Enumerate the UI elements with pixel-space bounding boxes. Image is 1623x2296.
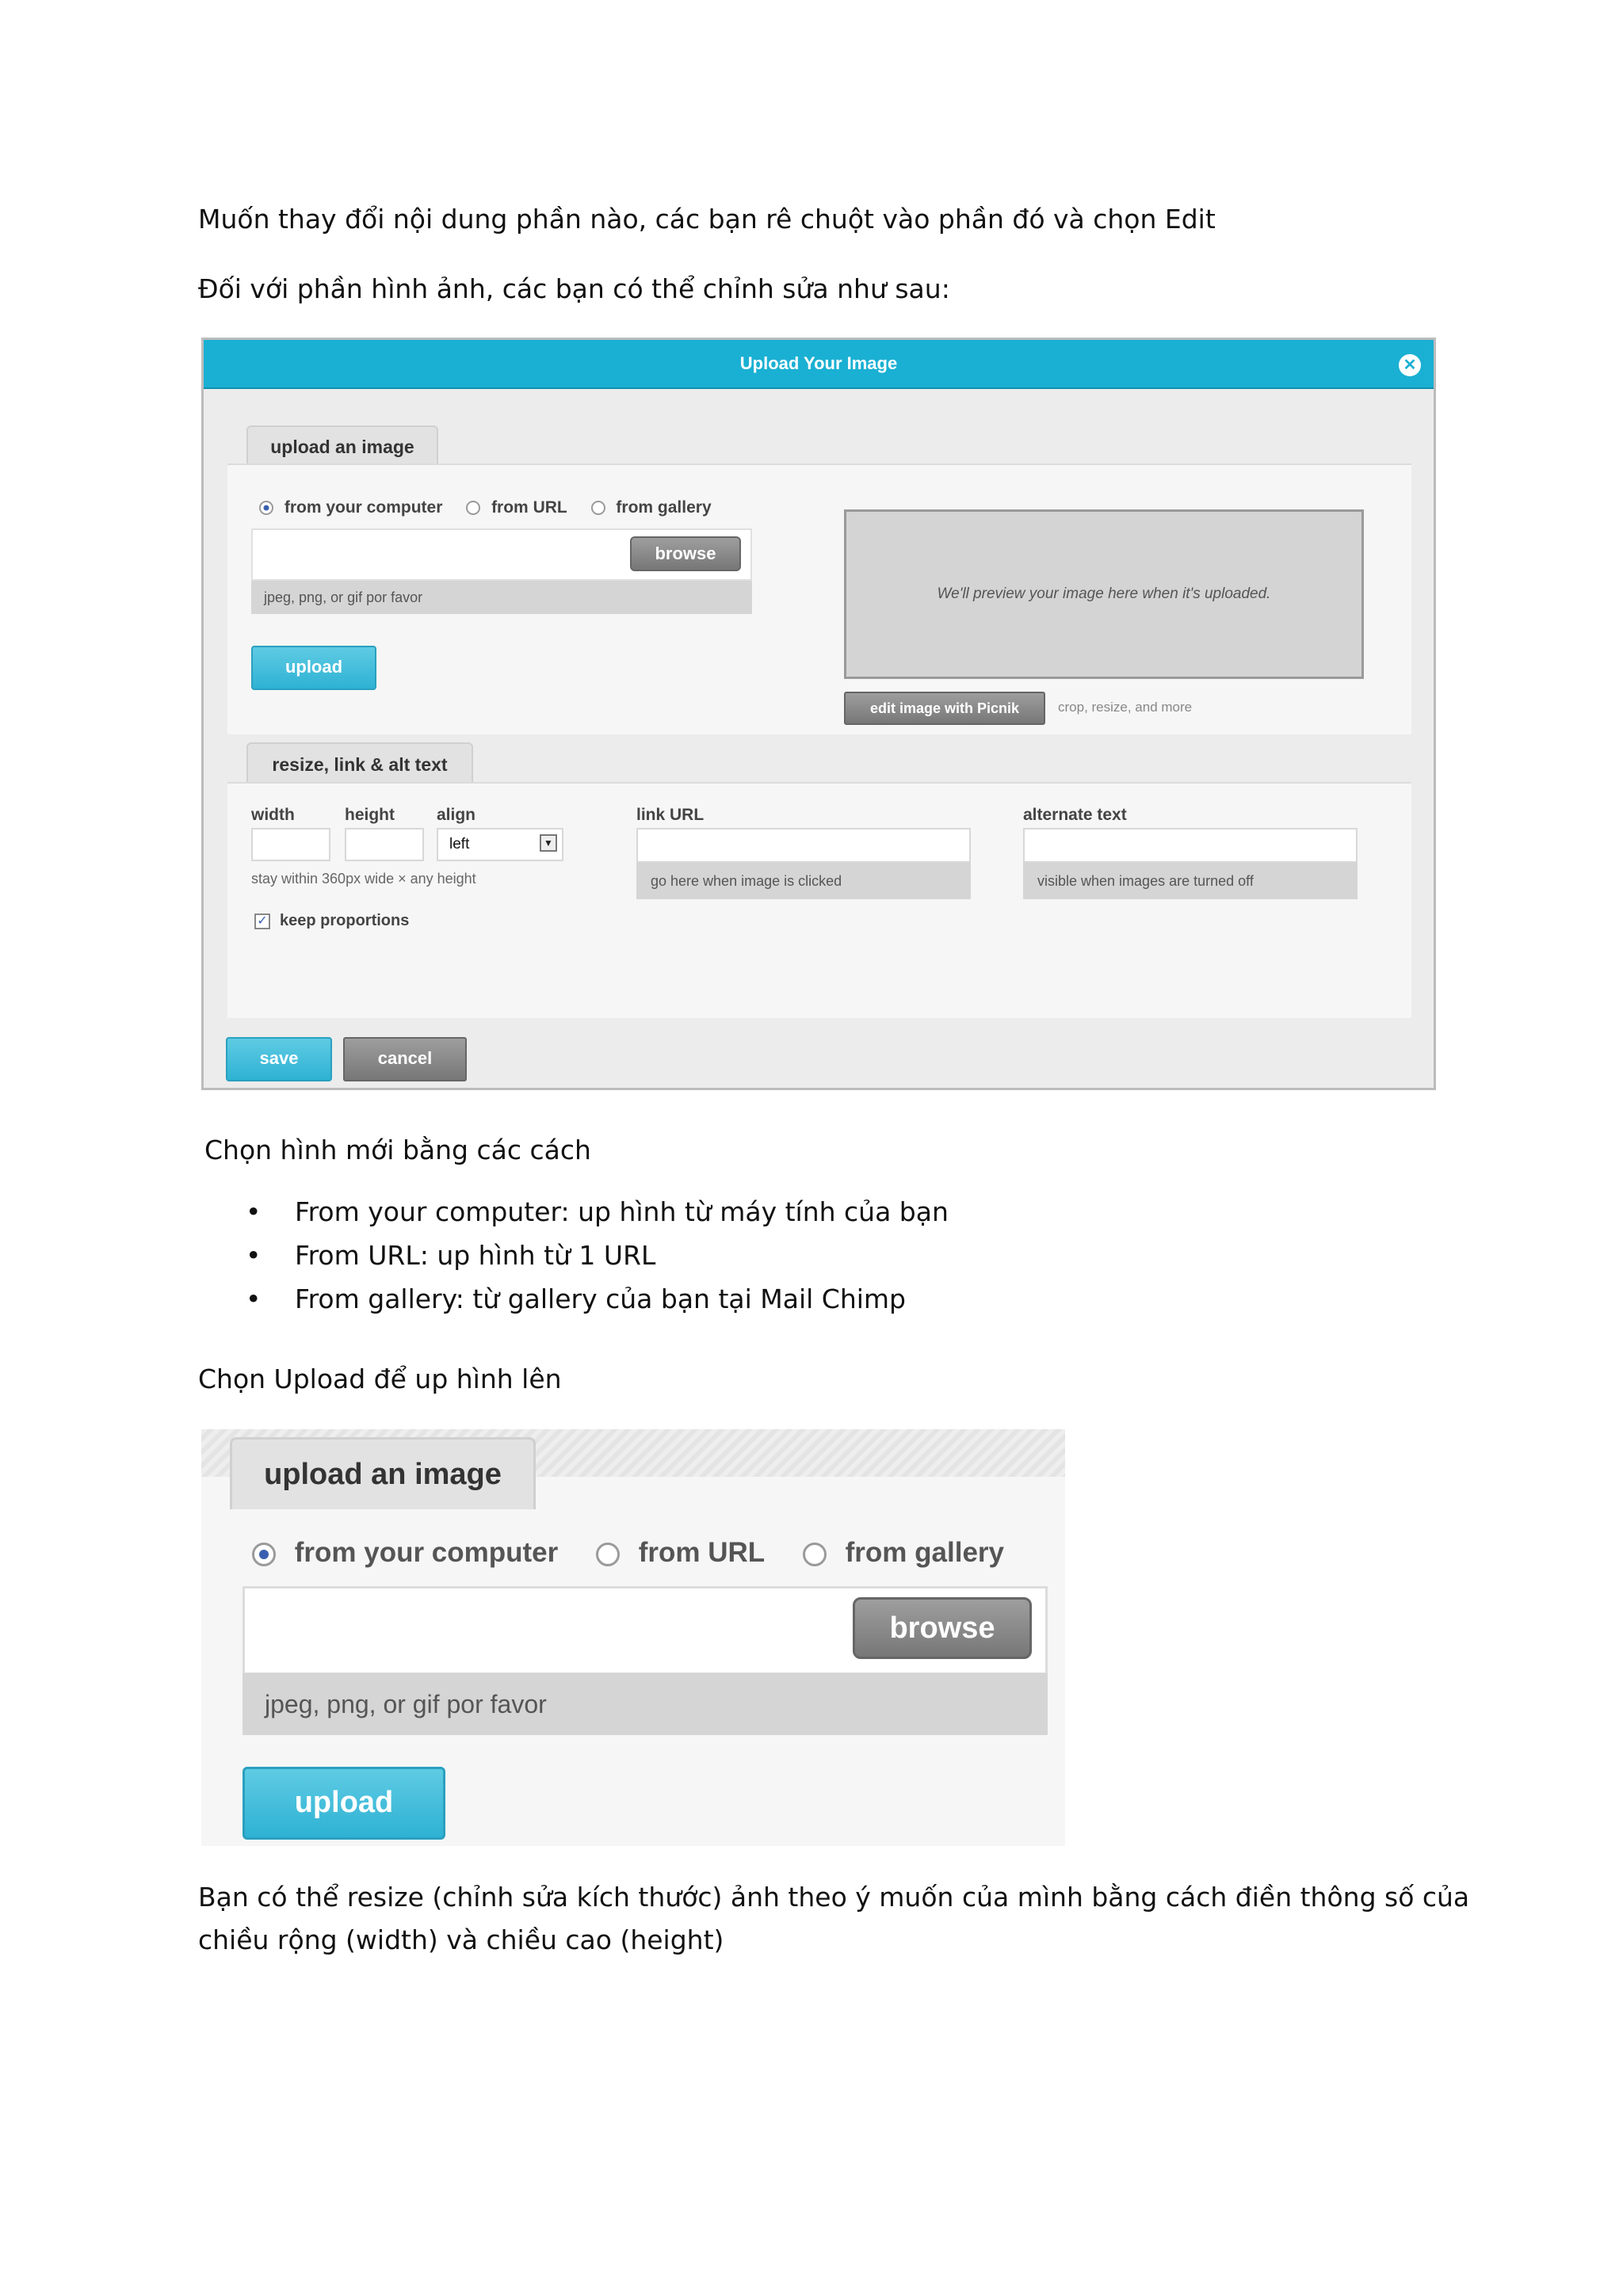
source-options-zoom <box>252 1537 1004 1569</box>
upload-zoom-screenshot <box>201 1429 1065 1846</box>
upload-panel <box>227 463 1411 734</box>
cancel-button[interactable]: cancel <box>343 1037 467 1081</box>
file-type-hint-zoom: jpeg, png, or gif por favor <box>242 1673 1048 1735</box>
edit-with-picnik-button[interactable]: edit image with Picnik <box>844 692 1045 725</box>
save-button[interactable]: save <box>226 1037 332 1081</box>
paragraph-choose-image: Chọn hình mới bằng các cách <box>204 1135 591 1165</box>
keep-proportions-checkbox[interactable]: ✓ <box>254 913 270 929</box>
paragraph-upload: Chọn Upload để up hình lên <box>198 1363 562 1394</box>
browse-button[interactable]: browse <box>630 536 741 571</box>
upload-button-zoom[interactable]: upload <box>242 1767 445 1840</box>
paragraph-resize-2: chiều rộng (width) và chiều cao (height) <box>198 1924 724 1955</box>
height-label: height <box>345 806 395 824</box>
source-options-list <box>238 1190 949 1321</box>
align-label: align <box>437 806 476 824</box>
browse-button-zoom[interactable]: browse <box>853 1597 1032 1659</box>
dialog-title-bar <box>204 340 1434 389</box>
radio-from-gallery[interactable] <box>591 501 605 515</box>
link-url-input[interactable] <box>636 828 971 863</box>
close-icon[interactable]: ✕ <box>1399 354 1421 376</box>
width-label: width <box>251 806 295 824</box>
label-from-url: from URL <box>491 498 567 517</box>
radio-from-url-zoom[interactable] <box>596 1543 620 1566</box>
list-item: • From gallery: từ gallery của bạn tại Mail Chimp <box>238 1277 949 1321</box>
file-type-hint: jpeg, png, or gif por favor <box>251 581 752 614</box>
label-from-gallery: from gallery <box>616 498 712 517</box>
align-select[interactable] <box>437 828 563 861</box>
list-item: • From URL: up hình từ 1 URL <box>238 1234 949 1277</box>
resize-panel <box>227 782 1411 1018</box>
paragraph-intro: Muốn thay đổi nội dung phần nào, các bạn rê chuột vào phần đó và chọn Edit <box>198 204 1216 235</box>
label-from-url-zoom: from URL <box>638 1537 766 1568</box>
width-input[interactable] <box>251 828 330 861</box>
image-preview-area <box>844 509 1364 679</box>
radio-from-your-computer-zoom[interactable] <box>252 1543 276 1566</box>
alternate-text-hint: visible when images are turned off <box>1023 863 1358 899</box>
list-item: • From your computer: up hình từ máy tính của bạn <box>238 1190 949 1234</box>
alternate-text-label: alternate text <box>1023 806 1127 824</box>
radio-from-url[interactable] <box>466 501 480 515</box>
radio-from-gallery-zoom[interactable] <box>803 1543 827 1566</box>
upload-image-dialog <box>201 338 1436 1090</box>
paragraph-resize-1: Bạn có thể resize (chỉnh sửa kích thước) ảnh theo ý muốn của mình bằng cách điền thông số của <box>198 1882 1470 1913</box>
size-hint: stay within 360px wide × any height <box>251 871 476 887</box>
label-from-your-computer-zoom: from your computer <box>294 1537 559 1568</box>
align-value: left <box>449 836 470 852</box>
tab-resize-link-alt[interactable]: resize, link & alt text <box>246 742 473 785</box>
picnik-hint: crop, resize, and more <box>1058 700 1193 715</box>
alternate-text-input[interactable] <box>1023 828 1358 863</box>
tab-upload-an-image[interactable]: upload an image <box>246 425 438 467</box>
label-from-your-computer: from your computer <box>284 498 443 517</box>
link-url-hint: go here when image is clicked <box>636 863 971 899</box>
label-from-gallery-zoom: from gallery <box>845 1537 1005 1568</box>
link-url-label: link URL <box>636 806 705 824</box>
upload-button[interactable]: upload <box>251 646 376 690</box>
paragraph-image-edit: Đối với phần hình ảnh, các bạn có thể chỉnh sửa như sau: <box>198 273 950 304</box>
radio-from-your-computer[interactable] <box>259 501 273 515</box>
source-options <box>259 498 712 517</box>
keep-proportions-label: keep proportions <box>280 912 410 929</box>
dialog-title: Upload Your Image <box>739 353 898 373</box>
preview-text: We'll preview your image here when it's uploaded. <box>937 585 1271 602</box>
tab-upload-an-image-zoom[interactable]: upload an image <box>230 1437 536 1509</box>
height-input[interactable] <box>345 828 424 861</box>
chevron-down-icon: ▼ <box>540 834 557 852</box>
